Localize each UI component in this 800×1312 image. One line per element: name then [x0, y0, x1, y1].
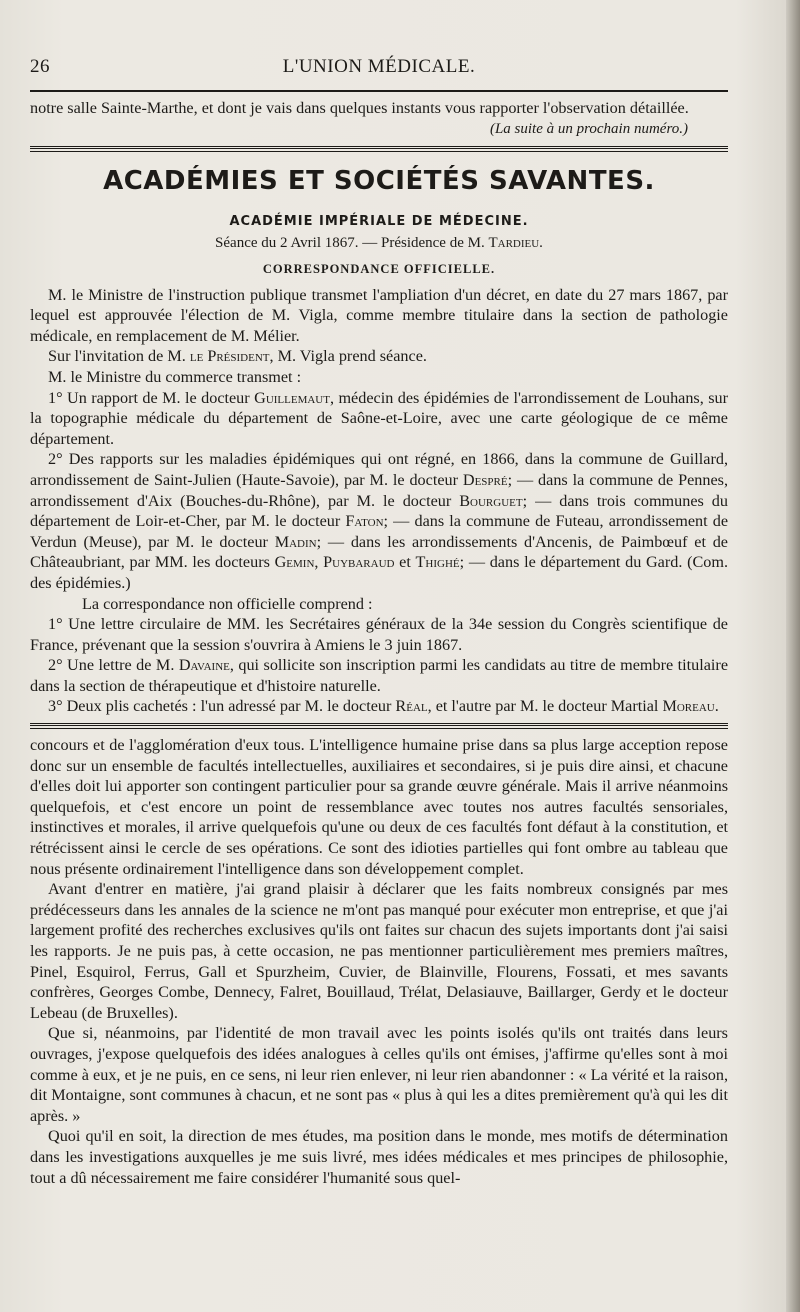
name-run: Thighé	[415, 553, 460, 572]
page-number: 26	[30, 56, 50, 77]
academy-heading: ACADÉMIE IMPÉRIALE DE MÉDECINE.	[229, 213, 529, 229]
text-run: Sur l'invitation de M.	[48, 347, 186, 366]
paragraph-plis	[30, 696, 728, 717]
continuation-paragraph-4: Quoi qu'il en soit, la direction de mes études, ma position dans le monde, mes motifs de détermination dans les investigations auxquelles je me suis livré, mes idées médicales et mes principes de philosophie, tout a dû nécessairement me faire considérer l'humanité sous quel-	[30, 1127, 728, 1187]
continuation-paragraph-2: Avant d'entrer en matière, j'ai grand plaisir à déclarer que les faits nombreux consignés par mes prédécesseurs dans les annales de la science ne m'ont pas manqué pour exécuter mon entreprise, et que j'ai largement profité des recherches exclusives qu'ils ont faites sur chacun des sujets importants dont j'ai saisi les rapports. Je ne puis pas, à cette occasion, ne pas mentionner particulièrement mes premiers maîtres, Pinel, Esquirol, Ferrus, Gall et Spurzheim, Cuvier, de Blainville, Flourens, Fossati, et mes savants confrères, Georges Combe, Dennecy, Falret, Bouillaud, Trélat, Delasiauve, Baillarger, Gerdy et le docteur Lebeau (de Bruxelles).	[30, 880, 728, 1022]
text-run: ,	[314, 553, 319, 572]
text-run: ; — dans le département du Gard. (Com. des épidémies.)	[30, 553, 728, 592]
president-name: Tardieu.	[488, 234, 543, 251]
continued-note: (La suite à un prochain numéro.)	[489, 120, 688, 137]
text-run: ; — dans la commune de Futeau, arrondissement de Verdun (Meuse), par M. le docteur	[30, 512, 729, 551]
name-run: Réal	[395, 697, 428, 716]
header-rule	[30, 90, 728, 92]
section-title: ACADÉMIES ET SOCIÉTÉS SAVANTES.	[103, 165, 655, 196]
feuilleton-divider	[30, 723, 728, 729]
text-run: ; — dans la commune de Pennes, arrondissement d'Aix (Bouches-du-Rhône), par M. le docteur	[30, 470, 728, 510]
page-binding-shadow	[786, 0, 800, 1312]
name-run: Puybaraud	[323, 553, 395, 572]
seance-text: Séance du 2 Avril 1867. — Présidence de M.	[215, 234, 485, 251]
continuation-paragraph-1: concours et de l'agglomération d'eux tous. L'intelligence humaine prise dans sa plus large acception repose donc sur un ensemble de facultés intellectuelles, auxiliaires et secondaires, si je puis dire ainsi, et chacune d'elles doit lui apporter son contingent particulier pour sa grande œuvre générale. Mais il arrive néanmoins quelquefois, et c'est encore un point de ressemblance avec toutes nos autres facultés sensoriales, instinctives et morales, il arrive quelquefois qu'une ou deux de ces facultés font défaut à la constitution, et rétrécissent ainsi le cercle de ses opérations. Ce sont des idioties partielles qui font ombre au tableau que nous présente ordinairement l'intelligence dans son développement complet.	[30, 736, 728, 878]
paragraph-non-officielle: La correspondance non officielle comprend :	[82, 594, 373, 613]
name-run: Madin	[274, 532, 317, 551]
name-run: Bourguet	[459, 491, 523, 510]
paragraph-congres: 1° Une lettre circulaire de MM. les Secrétaires généraux de la 34e session du Congrès scientifique de France, prévenant que la session s'ouvrira à Amiens le 3 juin 1867.	[30, 615, 728, 654]
text-run: 2° Une lettre de M.	[48, 656, 175, 675]
paragraph-vigla	[30, 346, 728, 367]
name-run: Davaine	[178, 656, 230, 675]
text-run: 3° Deux plis cachetés : l'un adressé par M. le docteur	[48, 697, 392, 716]
text-run: , médecin des épidémies de l'arrondissement de Louhans, sur la topographie médicale du département de Saône-et-Loire, avec une carte géologique de ce même département.	[30, 388, 729, 448]
name-run: Faton	[345, 512, 384, 531]
paragraph-decree: M. le Ministre de l'instruction publique transmet l'ampliation d'un décret, en date du 27 mars 1867, par lequel est approuvée l'élection de M. Vigla, comme membre titulaire dans la section de pathologie médicale, en remplacement de M. Mélier.	[30, 285, 728, 345]
name-run: Gemin	[274, 553, 315, 572]
name-run: Despré	[462, 470, 508, 489]
text-run: ; — dans trois communes du département de Loir-et-Cher, par M. le docteur	[30, 491, 728, 531]
intro-paragraph: notre salle Sainte-Marthe, et dont je vais dans quelques instants vous rapporter l'observation détaillée.	[30, 99, 689, 117]
paragraph-item-1	[30, 388, 728, 450]
paragraph-item-2	[30, 449, 728, 593]
correspondance-heading: CORRESPONDANCE OFFICIELLE.	[262, 261, 496, 276]
paragraph-ministre-commerce: M. le Ministre du commerce transmet :	[48, 367, 302, 386]
section-divider	[30, 146, 728, 152]
name-run: Guillemaut	[254, 388, 330, 407]
continuation-paragraph-3: Que si, néanmoins, par l'identité de mon travail avec les points isolés qu'ils ont traités dans leurs ouvrages, j'expose quelquefois des idées analogues à celles qu'ils ont émises, j'affirme qu'elles sont à moi comme à eux, et je ne puis, en ce sens, ni leur rien enlever, ni leur rien abandonner : « La vérité et la raison, dit Montaigne, sont communes à chacun, et ne sont pas « plus à qui les a dites premièrement qu'à qui les dit après. »	[30, 1024, 728, 1125]
paragraph-davaine	[30, 655, 728, 696]
text-run: , qui sollicite son inscription parmi les candidats au titre de membre titulaire dans la section de thérapeutique et d'histoire naturelle.	[30, 656, 728, 695]
running-header	[30, 56, 728, 82]
text-run: ; — dans les arrondissements d'Ancenis, de Paimbœuf et de Châteaubriant, par MM. les docteurs	[30, 532, 728, 572]
name-run: Moreau	[662, 697, 715, 716]
name-run: le Président	[189, 347, 270, 366]
seance-line	[30, 235, 728, 252]
text-run: , et l'autre par M. le docteur Martial	[427, 697, 659, 716]
text-run: 1° Un rapport de M. le docteur	[48, 388, 250, 407]
text-run: et	[399, 553, 411, 572]
text-run: 2° Des rapports sur les maladies épidémiques qui ont régné, en 1866, dans la commune de Guillard, arrondissement de Saint-Julien (Haute-Savoie), par M. le docteur	[30, 450, 728, 489]
text-run: , M. Vigla prend séance.	[269, 347, 427, 366]
journal-title: L'UNION MÉDICALE.	[282, 56, 476, 77]
text-run: .	[714, 697, 719, 716]
